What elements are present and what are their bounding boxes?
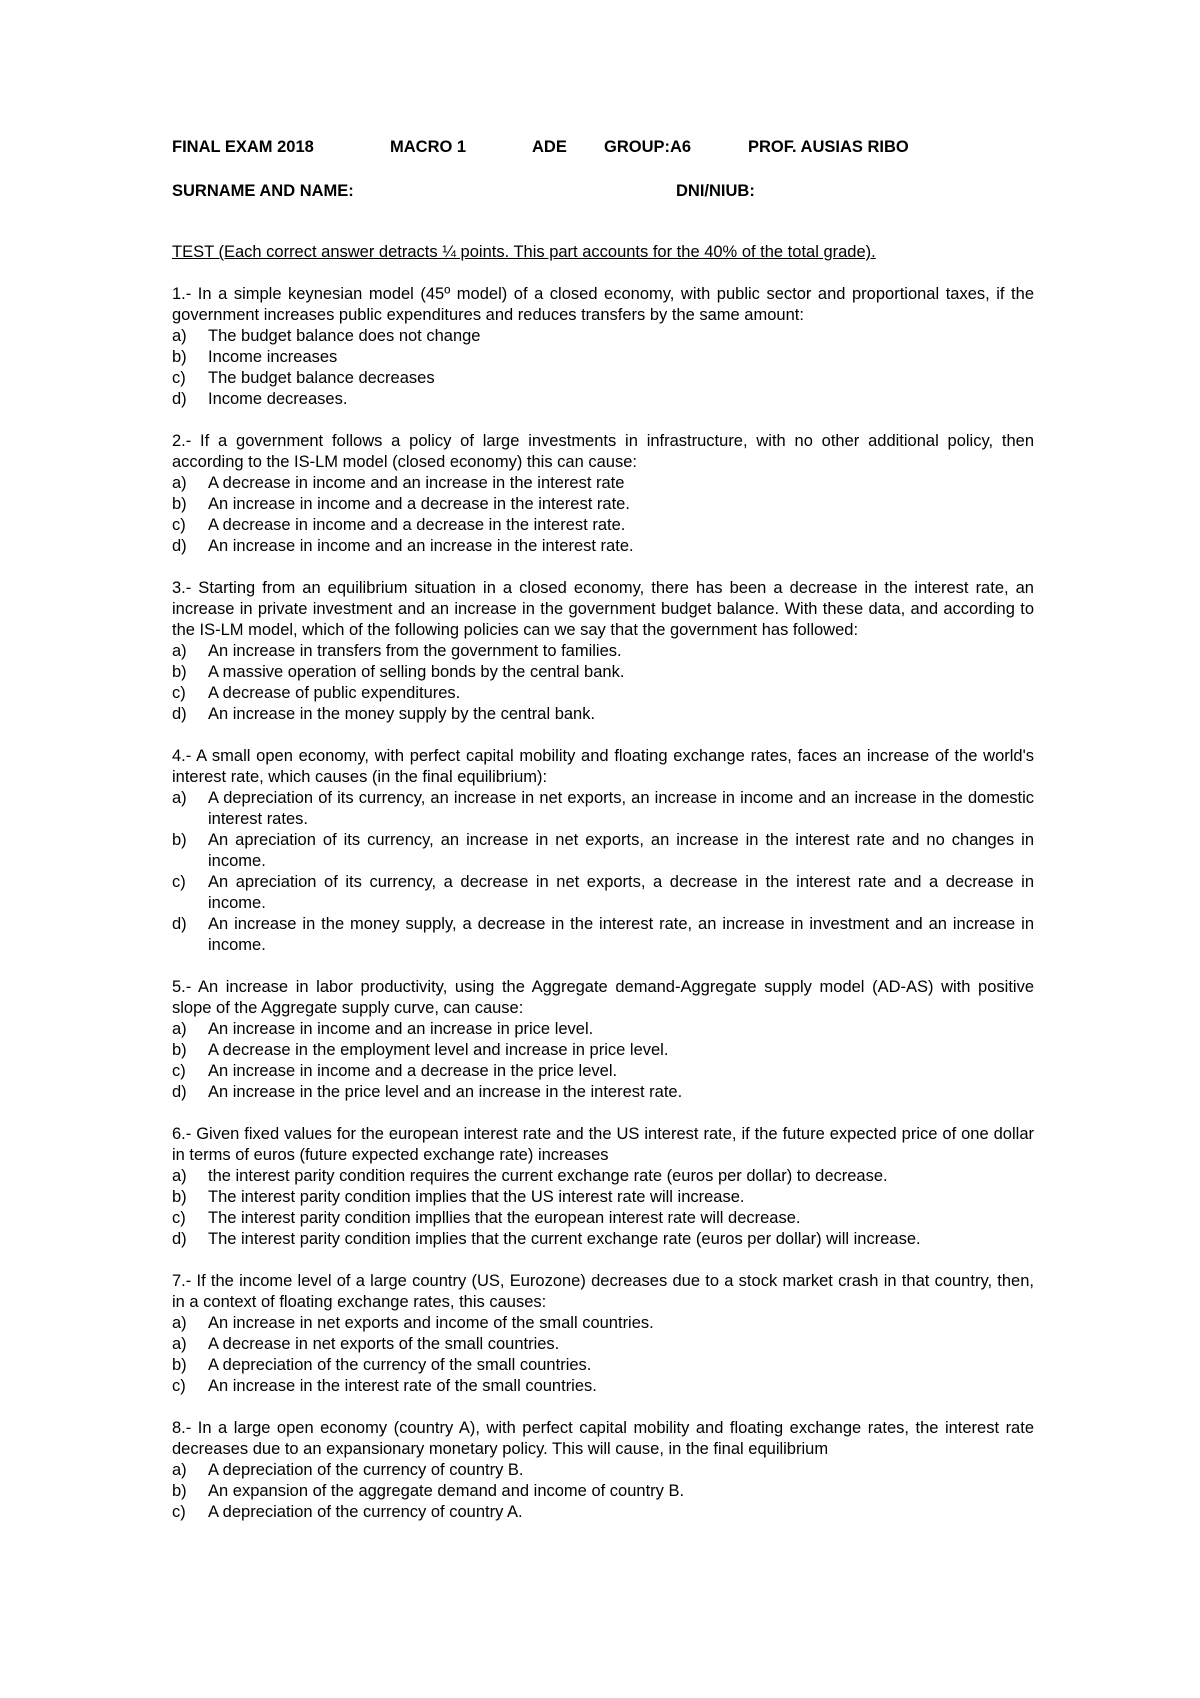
option-letter: d) <box>172 390 187 408</box>
questions-list <box>172 284 1034 1523</box>
option-letter: b) <box>172 1041 187 1059</box>
option-letter: a) <box>172 1020 187 1038</box>
question-2 <box>172 431 1034 557</box>
option-letter: c) <box>172 684 186 702</box>
question-3 <box>172 578 1034 725</box>
option-letter: b) <box>172 663 187 681</box>
option-text: An increase in income and an increase in price level. <box>208 1020 594 1038</box>
option-text: An increase in income and a decrease in the interest rate. <box>208 495 630 513</box>
answer-option <box>172 515 1034 536</box>
option-text: A decrease in income and a decrease in the interest rate. <box>208 516 626 534</box>
answer-option <box>172 1019 1034 1040</box>
option-letter: d) <box>172 537 187 555</box>
answer-option <box>172 1376 1034 1397</box>
question-4 <box>172 746 1034 956</box>
option-text: The interest parity condition implies that the current exchange rate (euros per dollar) will increase. <box>208 1230 921 1248</box>
answer-option <box>172 1166 1034 1187</box>
option-letter: b) <box>172 1188 187 1206</box>
option-letter: b) <box>172 1482 187 1500</box>
answer-option <box>172 1313 1034 1334</box>
option-text: An increase in income and an increase in the interest rate. <box>208 537 634 555</box>
option-text: The interest parity condition impllies that the european interest rate will decrease. <box>208 1209 801 1227</box>
option-letter: a) <box>172 474 187 492</box>
answer-option <box>172 683 1034 704</box>
option-text: A massive operation of selling bonds by the central bank. <box>208 663 625 681</box>
option-text: The interest parity condition implies that the US interest rate will increase. <box>208 1188 745 1206</box>
option-text: The budget balance does not change <box>208 327 481 345</box>
option-letter: c) <box>172 1062 186 1080</box>
answer-option <box>172 1502 1034 1523</box>
option-text: A depreciation of the currency of the small countries. <box>208 1356 592 1374</box>
option-text: A depreciation of the currency of country B. <box>208 1461 524 1479</box>
question-5 <box>172 977 1034 1103</box>
option-text: An increase in the money supply, a decrease in the interest rate, an increase in investment and an increase in income. <box>208 915 1034 954</box>
option-letter: b) <box>172 831 187 849</box>
option-text: An expansion of the aggregate demand and income of country B. <box>208 1482 685 1500</box>
answer-option <box>172 662 1034 683</box>
option-letter: d) <box>172 1230 187 1248</box>
option-letter: c) <box>172 516 186 534</box>
option-text: An increase in transfers from the government to families. <box>208 642 622 660</box>
question-7 <box>172 1271 1034 1397</box>
option-text: An increase in income and a decrease in the price level. <box>208 1062 618 1080</box>
question-stem: 3.- Starting from an equilibrium situation in a closed economy, there has been a decrease in the interest rate, an increase in private investment and an increase in the government budget balance. With these data, and according to the IS-LM model, which of the following policies can we say that the government has followed: <box>172 579 1034 639</box>
answer-option <box>172 872 1034 914</box>
course-name: MACRO 1 <box>390 138 467 156</box>
surname-name-label: SURNAME AND NAME: <box>172 182 354 200</box>
answer-option <box>172 1208 1034 1229</box>
answer-option <box>172 1460 1034 1481</box>
answer-option <box>172 473 1034 494</box>
option-text: An increase in the price level and an increase in the interest rate. <box>208 1083 683 1101</box>
dni-niub-label: DNI/NIUB: <box>676 182 755 200</box>
question-stem: 6.- Given fixed values for the european interest rate and the US interest rate, if the future expected price of one dollar in terms of euros (future expected exchange rate) increases <box>172 1125 1034 1164</box>
question-8 <box>172 1418 1034 1523</box>
option-text: Income decreases. <box>208 390 348 408</box>
student-info <box>172 182 1034 204</box>
answer-option <box>172 1061 1034 1082</box>
answer-option <box>172 830 1034 872</box>
option-letter: d) <box>172 705 187 723</box>
question-stem: 7.- If the income level of a large country (US, Eurozone) decreases due to a stock market crash in that country, then, in a context of floating exchange rates, this causes: <box>172 1272 1034 1311</box>
answer-option <box>172 641 1034 662</box>
answer-option <box>172 389 1034 410</box>
option-letter: c) <box>172 1503 186 1521</box>
option-letter: b) <box>172 1356 187 1374</box>
option-text: A decrease in the employment level and increase in price level. <box>208 1041 669 1059</box>
option-letter: a) <box>172 1461 187 1479</box>
test-heading: TEST (Each correct answer detracts ¼ points. This part accounts for the 40% of the total grade). <box>172 243 876 261</box>
answer-option <box>172 536 1034 557</box>
option-letter: b) <box>172 495 187 513</box>
answer-option <box>172 368 1034 389</box>
option-text: An apreciation of its currency, a decrease in net exports, a decrease in the interest rate and a decrease in income. <box>208 873 1034 912</box>
answer-option <box>172 1187 1034 1208</box>
option-letter: a) <box>172 327 187 345</box>
option-letter: b) <box>172 348 187 366</box>
option-text: An increase in the money supply by the central bank. <box>208 705 596 723</box>
option-letter: a) <box>172 1335 187 1353</box>
degree-name: ADE <box>532 138 567 156</box>
option-text: An apreciation of its currency, an increase in net exports, an increase in the interest rate and no changes in income. <box>208 831 1034 870</box>
answer-option <box>172 914 1034 956</box>
option-letter: c) <box>172 369 186 387</box>
question-stem: 1.- In a simple keynesian model (45º model) of a closed economy, with public sector and proportional taxes, if the government increases public expenditures and reduces transfers by the same amount: <box>172 285 1034 324</box>
option-letter: a) <box>172 1314 187 1332</box>
question-stem: 8.- In a large open economy (country A), with perfect capital mobility and floating exchange rates, the interest rate decreases due to an expansionary monetary policy. This will cause, in the final equilibrium <box>172 1419 1034 1458</box>
option-text: An increase in net exports and income of the small countries. <box>208 1314 654 1332</box>
question-1 <box>172 284 1034 410</box>
answer-option <box>172 1481 1034 1502</box>
answer-option <box>172 1334 1034 1355</box>
exam-header <box>172 138 1034 160</box>
exam-page <box>172 138 1034 1523</box>
answer-option <box>172 1229 1034 1250</box>
group-name: GROUP:A6 <box>604 138 692 156</box>
answer-option <box>172 347 1034 368</box>
professor-name: PROF. AUSIAS RIBO <box>748 138 909 156</box>
option-letter: a) <box>172 642 187 660</box>
option-text: A decrease in income and an increase in the interest rate <box>208 474 625 492</box>
option-text: Income increases <box>208 348 338 366</box>
answer-option <box>172 788 1034 830</box>
option-text: A decrease of public expenditures. <box>208 684 461 702</box>
answer-option <box>172 494 1034 515</box>
option-text: A decrease in net exports of the small countries. <box>208 1335 560 1353</box>
option-letter: a) <box>172 1167 187 1185</box>
option-letter: c) <box>172 1377 186 1395</box>
option-letter: a) <box>172 789 187 807</box>
question-stem: 5.- An increase in labor productivity, using the Aggregate demand-Aggregate supply model (AD-AS) with positive slope of the Aggregate supply curve, can cause: <box>172 978 1034 1017</box>
option-letter: d) <box>172 1083 187 1101</box>
exam-title: FINAL EXAM 2018 <box>172 138 314 156</box>
question-6 <box>172 1124 1034 1250</box>
answer-option <box>172 1355 1034 1376</box>
option-text: The budget balance decreases <box>208 369 435 387</box>
option-letter: c) <box>172 1209 186 1227</box>
question-stem: 4.- A small open economy, with perfect capital mobility and floating exchange rates, faces an increase of the world's interest rate, which causes (in the final equilibrium): <box>172 747 1034 786</box>
answer-option <box>172 326 1034 347</box>
option-letter: d) <box>172 915 187 933</box>
answer-option <box>172 704 1034 725</box>
option-text: A depreciation of its currency, an increase in net exports, an increase in income and an increase in the domestic interest rates. <box>208 789 1034 828</box>
answer-option <box>172 1040 1034 1061</box>
option-text: the interest parity condition requires the current exchange rate (euros per dollar) to decrease. <box>208 1167 888 1185</box>
option-letter: c) <box>172 873 186 891</box>
option-text: An increase in the interest rate of the small countries. <box>208 1377 597 1395</box>
question-stem: 2.- If a government follows a policy of large investments in infrastructure, with no other additional policy, then according to the IS-LM model (closed economy) this can cause: <box>172 432 1034 471</box>
option-text: A depreciation of the currency of country A. <box>208 1503 523 1521</box>
answer-option <box>172 1082 1034 1103</box>
